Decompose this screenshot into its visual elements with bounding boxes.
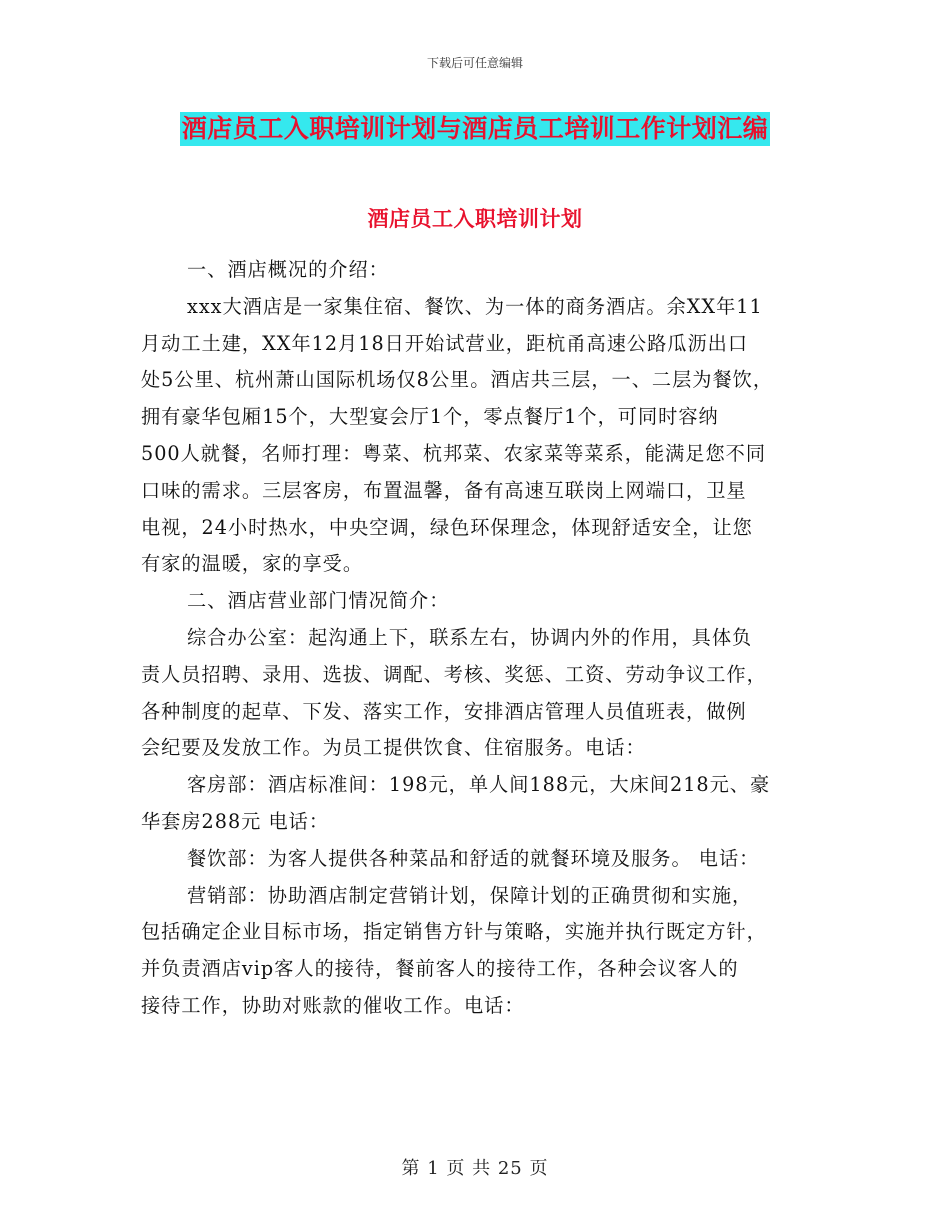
page-number: 第 1 页 共 25 页: [401, 1158, 549, 1179]
paragraph-line: 餐饮部：为客人提供各种菜品和舒适的就餐环境及服务。 电话：: [187, 846, 760, 870]
document-body: [141, 252, 831, 1025]
paragraph-line: 会纪要及发放工作。为员工提供饮食、住宿服务。电话：: [141, 736, 646, 760]
paragraph-line: 客房部：酒店标准间：198元，单人间188元，大床间218元、豪: [187, 773, 771, 797]
paragraph-line: 有家的温暖，家的享受。: [141, 552, 364, 576]
document-title: 酒店员工入职培训计划与酒店员工培训工作计划汇编: [180, 112, 771, 146]
paragraph-line: 责人员招聘、录用、选拔、调配、考核、奖惩、工资、劳动争议工作，: [141, 662, 767, 686]
paragraph-line: 包括确定企业目标市场，指定销售方针与策略，实施并执行既定方针，: [141, 920, 767, 944]
paragraph-line: 口味的需求。三层客房，布置温馨，备有高速互联岗上网端口，卫星: [141, 478, 747, 502]
paragraph-line: 月动工土建，XX年12月18日开始试营业，距杭甬高速公路瓜沥出口: [141, 331, 749, 355]
paragraph-line: 拥有豪华包厢15个，大型宴会厅1个，零点餐厅1个，可同时容纳: [141, 405, 719, 429]
page-footer: [0, 1154, 950, 1180]
paragraph-line: 并负责酒店vip客人的接待，餐前客人的接待工作，各种会议客人的: [141, 957, 739, 981]
paragraph-line: 综合办公室：起沟通上下，联系左右，协调内外的作用，具体负: [187, 625, 753, 649]
document-title-wrap: [0, 112, 950, 146]
header-note: 下载后可任意编辑: [426, 56, 523, 70]
paragraph-line: 电视，24小时热水，中央空调，绿色环保理念，体现舒适安全，让您: [141, 515, 753, 539]
paragraph-line: 接待工作，协助对账款的催收工作。电话：: [141, 993, 525, 1017]
section-title: 酒店员工入职培训计划: [367, 206, 583, 231]
paragraph-line: 500人就餐，名师打理：粤菜、杭邦菜、农家菜等菜系，能满足您不同: [141, 441, 767, 465]
paragraph-line: 营销部：协助酒店制定营销计划，保障计划的正确贯彻和实施，: [187, 883, 753, 907]
paragraph-line: 一、酒店概况的介绍：: [187, 258, 389, 281]
paragraph-line: 处5公里、杭州萧山国际机场仅8公里。酒店共三层，一、二层为餐饮，: [141, 368, 774, 392]
paragraph-line: 各种制度的起草、下发、落实工作，安排酒店管理人员值班表，做例: [141, 699, 747, 723]
paragraph-line: 华套房288元 电话：: [141, 809, 330, 833]
paragraph-line: 二、酒店营业部门情况简介：: [187, 589, 450, 613]
paragraph-line: xxx大酒店是一家集住宿、餐饮、为一体的商务酒店。余XX年11: [187, 294, 763, 318]
